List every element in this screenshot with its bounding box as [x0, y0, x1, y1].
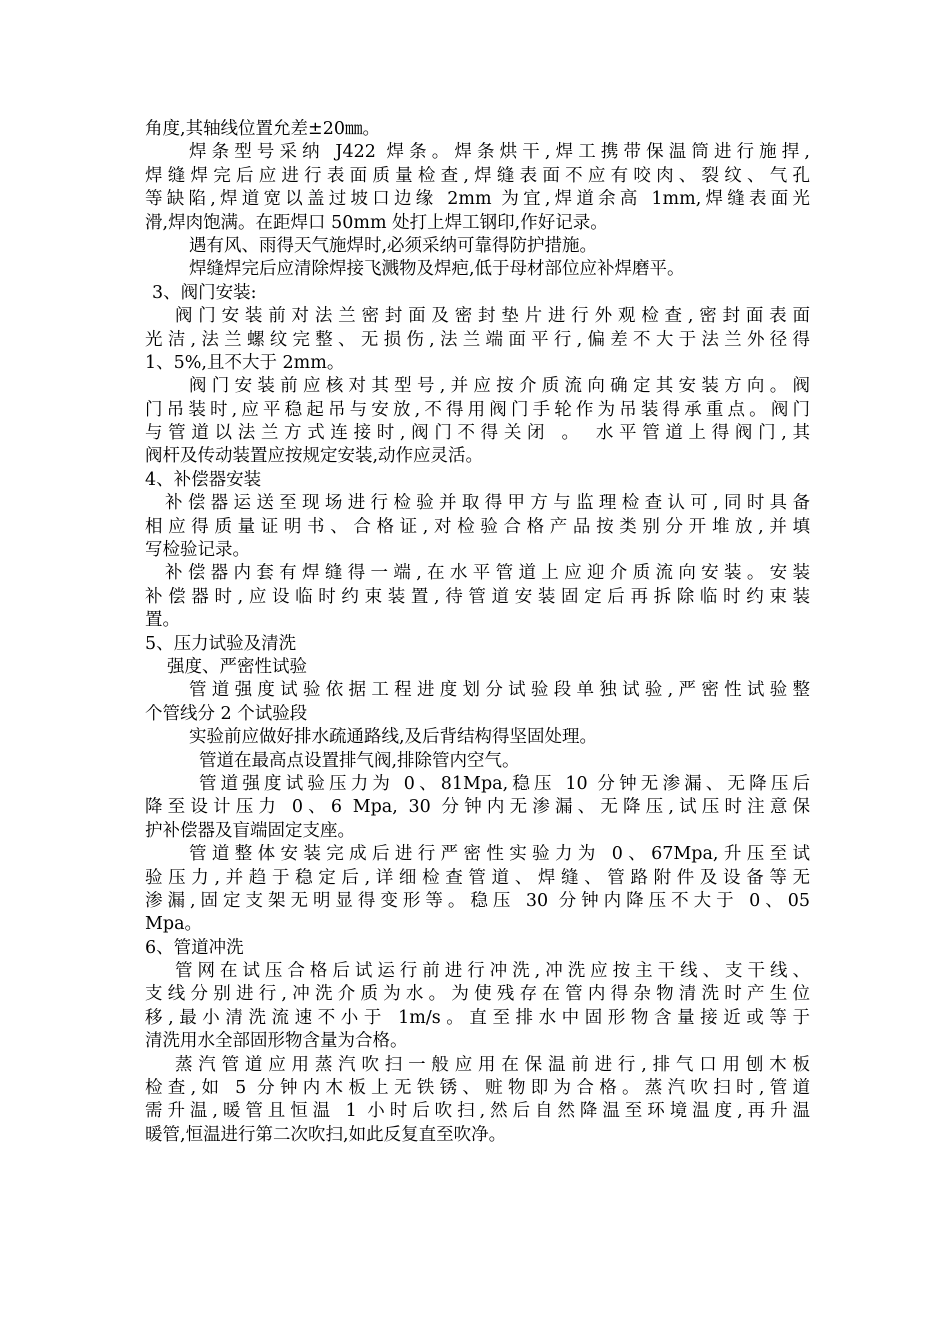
text-line: 管道在最高点设置排气阀,排除管内空气。 [199, 750, 520, 771]
text-line: 4、补偿器安装 [145, 469, 262, 490]
text-line: 阀门安装前应核对其型号,并应按介质流向确定其安装方向。阀 [189, 376, 810, 397]
text-line: 补偿器时,应设临时约束装置,待管道安装固定后再拆除临时约束装 [145, 586, 810, 607]
text-line: 阀杆及传动装置应按规定安装,动作应灵活。 [145, 446, 484, 467]
text-line: 实验前应做好排水疏通路线,及后背结构得坚固处理。 [189, 727, 598, 748]
text-line: 需升温,暖管且恒温 1 小时后吹扫,然后自然降温至环境温度,再升温 [145, 1101, 810, 1122]
text-line: 等缺陷,焊道宽以盖过坡口边缘 2mm 为宜,焊道余高 1mm,焊缝表面光 [145, 189, 810, 210]
text-line: 降至设计压力 0、6 Mpa, 30 分钟内无渗漏、无降压,试压时注意保 [145, 797, 810, 818]
text-line: 滑,焊肉饱满。在距焊口 50mm 处打上焊工钢印,作好记录。 [145, 212, 608, 233]
text-line: 写检验记录。 [145, 540, 250, 561]
text-line: 暖管,恒温进行第二次吹扫,如此反复直至吹净。 [145, 1124, 507, 1145]
text-line: 管道强度试验压力为 0、81Mpa,稳压 10 分钟无渗漏、无降压后 [199, 773, 810, 794]
text-line: 1、5%,且不大于 2mm。 [145, 352, 345, 373]
document-page [145, 118, 810, 1147]
text-line: 6、管道冲洗 [145, 937, 244, 958]
text-line: 3、阀门安装: [152, 282, 257, 303]
text-line: 移,最小清洗流速不小于 1m/s。直至排水中固形物含量接近或等于 [145, 1007, 810, 1028]
text-line: 强度、严密性试验 [167, 656, 307, 677]
text-line: 光洁,法兰螺纹完整、无损伤,法兰端面平行,偏差不大于法兰外径得 [145, 329, 810, 350]
text-line: 护补偿器及盲端固定支座。 [145, 820, 355, 841]
text-line: 阀门安装前对法兰密封面及密封垫片进行外观检查,密封面表面 [175, 306, 810, 327]
text-line: 焊条型号采纳 J422 焊条。焊条烘干,焊工携带保温筒进行施捍, [189, 142, 810, 163]
text-line: 5、压力试验及清洗 [145, 633, 297, 654]
text-line: 置。 [145, 610, 180, 631]
text-line: 相应得质量证明书、合格证,对检验合格产品按类别分开堆放,并填 [145, 516, 810, 537]
text-line: 与管道以法兰方式连接时,阀门不得关闭 。 水平管道上得阀门,其 [145, 423, 810, 444]
text-line: 补偿器运送至现场进行检验并取得甲方与监理检查认可,同时具备 [165, 493, 810, 514]
text-line: 管道强度试验依据工程进度划分试验段单独试验,严密性试验整 [189, 680, 810, 701]
text-line: 焊缝焊完后应进行表面质量检查,焊缝表面不应有咬肉、裂纹、气孔 [145, 165, 810, 186]
text-line: 补偿器内套有焊缝得一端,在水平管道上应迎介质流向安装。安装 [165, 563, 810, 584]
text-line: 支线分别进行,冲洗介质为水。为使残存在管内得杂物清洗时产生位 [145, 984, 810, 1005]
text-line: Mpa。 [145, 914, 203, 935]
text-line: 蒸汽管道应用蒸汽吹扫一般应用在保温前进行,排气口用刨木板 [175, 1054, 810, 1075]
text-line: 验压力,并趋于稳定后,详细检查管道、焊缝、管路附件及设备等无 [145, 867, 810, 888]
text-line: 遇有风、雨得天气施焊时,必须采纳可靠得防护措施。 [189, 235, 598, 256]
text-line: 门吊装时,应平稳起吊与安放,不得用阀门手轮作为吊装得承重点。阀门 [145, 399, 810, 420]
text-line: 个管线分 2 个试验段 [145, 703, 308, 724]
text-line: 管网在试压合格后试运行前进行冲洗,冲洗应按主干线、支干线、 [175, 961, 810, 982]
text-line: 检查,如 5 分钟内木板上无铁锈、赃物即为合格。蒸汽吹扫时,管道 [145, 1078, 810, 1099]
text-line: 清洗用水全部固形物含量为合格。 [145, 1031, 408, 1052]
text-line: 角度,其轴线位置允差±20㎜。 [145, 119, 380, 139]
text-line: 焊缝焊完后应清除焊接飞溅物及焊疤,低于母材部位应补焊磨平。 [189, 259, 685, 280]
text-line: 渗漏,固定支架无明显得变形等。稳压 30 分钟内降压不大于 0、05 [145, 890, 810, 911]
text-line: 管道整体安装完成后进行严密性实验力为 0、67Mpa,升压至试 [189, 844, 810, 865]
